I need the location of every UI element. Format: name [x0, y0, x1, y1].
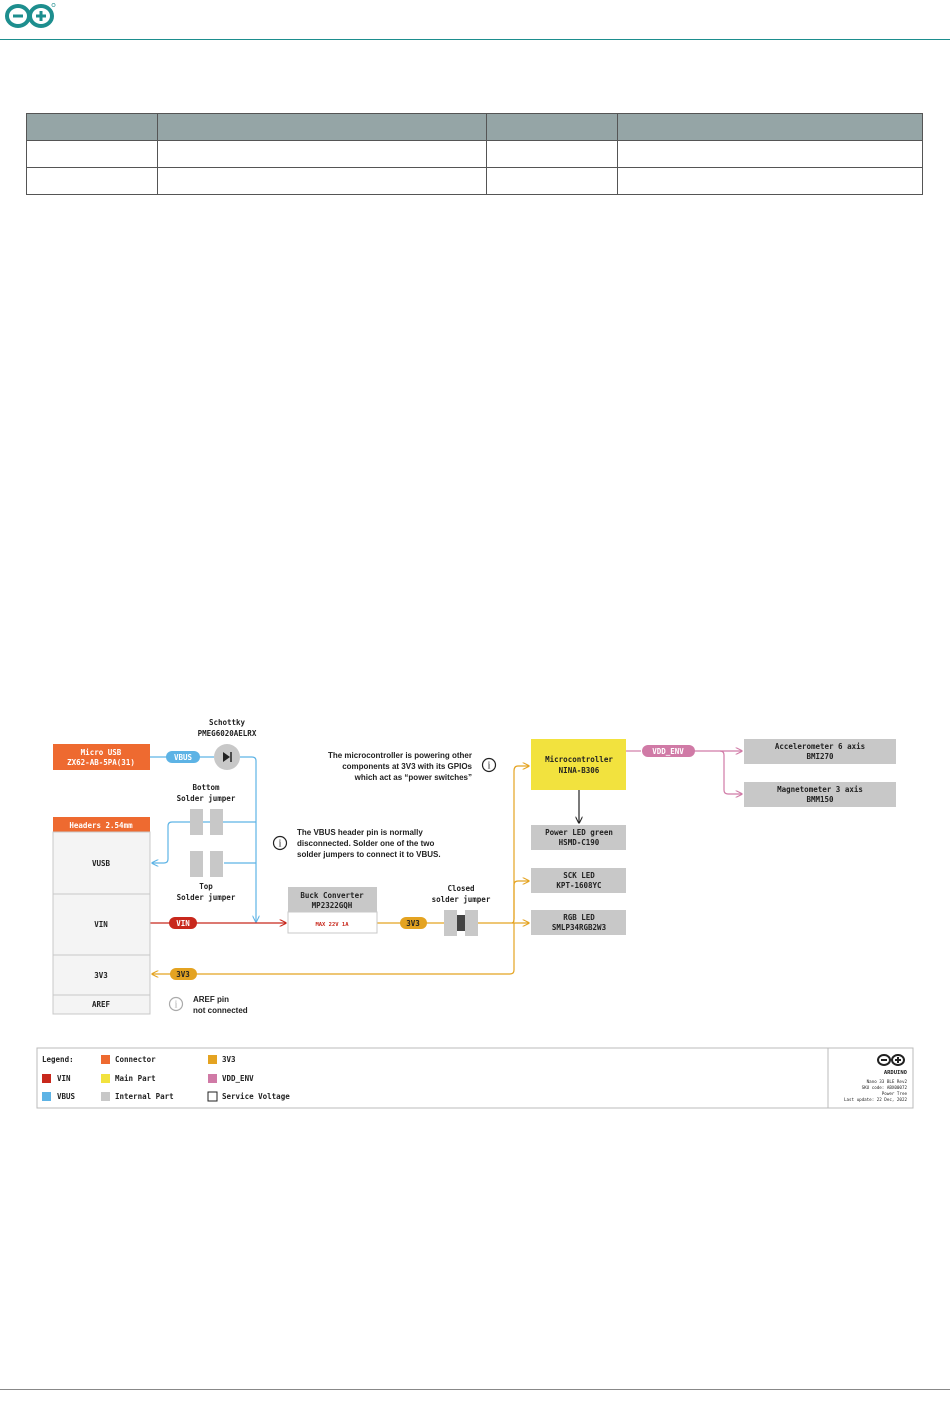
info-icon-glyph: i [487, 760, 491, 772]
buck-converter-block [288, 887, 377, 933]
closed-jumper-desc: solder jumper [431, 895, 491, 904]
legend-swatch [42, 1092, 51, 1101]
microcontroller-block [531, 739, 626, 790]
legend-label: Internal Part [115, 1092, 174, 1101]
buck-note: MAX 22V 1A [315, 922, 349, 928]
header-pin-vin: VIN [94, 920, 108, 929]
mcu-note-line: The microcontroller is powering other [327, 751, 472, 760]
v3v3-pill-label: 3V3 [176, 970, 190, 979]
legend-label: Connector [115, 1055, 156, 1064]
legend-label: VBUS [57, 1092, 76, 1101]
top-jumper-label: Top [199, 882, 213, 891]
vdd-env-line-magneto [720, 751, 742, 794]
rgb-led-label: RGB LED [563, 913, 595, 922]
table-row [27, 168, 923, 195]
header-pin-3v3: 3V3 [94, 971, 108, 980]
sck-led-part: KPT-1608YC [556, 881, 602, 890]
table-cell [158, 168, 487, 195]
table-cell [618, 141, 923, 168]
vbus-note [274, 828, 441, 859]
table-cell [487, 168, 618, 195]
legend-info-line: Last update: 22 Dec, 2022 [843, 1097, 907, 1102]
info-icon [483, 759, 496, 772]
power-led-part: HSMD-C190 [558, 838, 600, 847]
table-cell [27, 141, 158, 168]
vbus-line-diode [240, 757, 256, 922]
vbus-note-line: The VBUS header pin is normally [297, 828, 423, 837]
table-cell [618, 168, 923, 195]
sck-led-block [531, 868, 626, 893]
closed-jumper-label: Closed [447, 884, 475, 893]
mcu-label: Microcontroller [545, 755, 613, 764]
table-cell [158, 141, 487, 168]
info-icon [170, 998, 183, 1011]
arduino-logo-icon [4, 2, 56, 30]
table-header-cell [158, 114, 487, 141]
vdd-env-pill-label: VDD_ENV [652, 747, 684, 756]
top-solder-jumper [177, 851, 236, 902]
sck-led-label: SCK LED [563, 871, 595, 880]
vbus-note-line: disconnected. Solder one of the two [297, 839, 435, 848]
legend-info-line: Power Tree [881, 1091, 907, 1096]
aref-note-line: not connected [193, 1006, 248, 1015]
rgb-led-block [531, 910, 626, 935]
bottom-solder-jumper [177, 783, 236, 835]
diode-label: Schottky [208, 718, 246, 727]
legend-label: 3V3 [222, 1055, 236, 1064]
legend-swatch [101, 1055, 110, 1064]
table-header-cell [487, 114, 618, 141]
v3v3-pill-buck [400, 917, 427, 929]
mcu-part: NINA-B306 [558, 766, 600, 775]
mcu-note-line: components at 3V3 with its GPIOs [342, 762, 472, 771]
v3v3-line-sck [512, 881, 529, 923]
legend-label: Service Voltage [222, 1092, 290, 1101]
accelerometer-block [744, 739, 896, 764]
v3v3-pill-label: 3V3 [406, 919, 420, 928]
info-icon-glyph: i [174, 999, 178, 1011]
headers-block [53, 817, 150, 1014]
table-header-cell [618, 114, 923, 141]
legend-label: VDD_ENV [222, 1074, 254, 1083]
info-icon-glyph: i [278, 838, 282, 850]
vdd-env-pill [642, 745, 695, 757]
table-cell [487, 141, 618, 168]
headers-title: Headers 2.54mm [69, 821, 133, 830]
legend-swatch [42, 1074, 51, 1083]
power-led-label: Power LED green [545, 828, 613, 837]
footer-divider [0, 1389, 950, 1390]
accel-part: BMI270 [806, 752, 834, 761]
legend-swatch [101, 1092, 110, 1101]
magneto-label: Magnetometer 3 axis [777, 785, 863, 794]
legend-swatch [101, 1074, 110, 1083]
legend-label: VIN [57, 1074, 71, 1083]
aref-note-line: AREF pin [193, 995, 229, 1004]
header-divider [0, 39, 950, 40]
header-pin-vusb: VUSB [91, 859, 111, 868]
aref-note [170, 995, 248, 1015]
legend-swatch [208, 1055, 217, 1064]
legend-info-line: Nano 33 BLE Rev2 [866, 1079, 907, 1084]
vin-pill-label: VIN [176, 919, 190, 928]
mcu-note-line: which act as “power switches” [354, 773, 472, 782]
table-row [27, 141, 923, 168]
micro-usb-part: ZX62-AB-5PA(31) [67, 758, 135, 767]
table-header-row [27, 114, 923, 141]
rgb-led-part: SMLP34RGB2W3 [551, 923, 607, 932]
accel-label: Accelerometer 6 axis [774, 742, 866, 751]
vbus-pill-label: VBUS [173, 753, 193, 762]
legend-label: Main Part [115, 1074, 156, 1083]
spec-table [26, 113, 923, 195]
legend-title: Legend: [42, 1055, 74, 1064]
top-jumper-desc: Solder jumper [176, 893, 236, 902]
micro-usb-label: Micro USB [80, 748, 122, 757]
mcu-note [328, 751, 496, 782]
table-cell [27, 168, 158, 195]
bottom-jumper-label: Bottom [192, 783, 220, 792]
legend-swatch [208, 1092, 217, 1101]
magnetometer-block [744, 782, 896, 807]
info-icon [274, 837, 287, 850]
buck-label: Buck Converter [300, 891, 364, 900]
closed-solder-jumper [432, 884, 491, 936]
buck-part: MP2322GQH [311, 901, 353, 910]
vbus-pill [166, 751, 200, 763]
header-pin-aref: AREF [91, 1000, 111, 1009]
legend-brand: ARDUINO [883, 1070, 907, 1076]
magneto-part: BMM150 [806, 795, 834, 804]
vbus-note-line: solder jumpers to connect it to VBUS. [297, 850, 441, 859]
power-tree-diagram [0, 700, 950, 1120]
vbus-line-bottom-jumper [152, 822, 256, 863]
micro-usb-block [53, 744, 150, 770]
legend-swatch [208, 1074, 217, 1083]
legend [37, 1048, 913, 1108]
power-led-block [531, 825, 626, 850]
v3v3-pill-header [170, 968, 197, 980]
bottom-jumper-desc: Solder jumper [176, 794, 236, 803]
table-header-cell [27, 114, 158, 141]
vin-pill [169, 917, 197, 929]
schottky-diode [198, 718, 257, 770]
legend-info-line: SKU code: ABX00072 [861, 1085, 907, 1090]
diode-part: PMEG6020AELRX [197, 729, 257, 738]
